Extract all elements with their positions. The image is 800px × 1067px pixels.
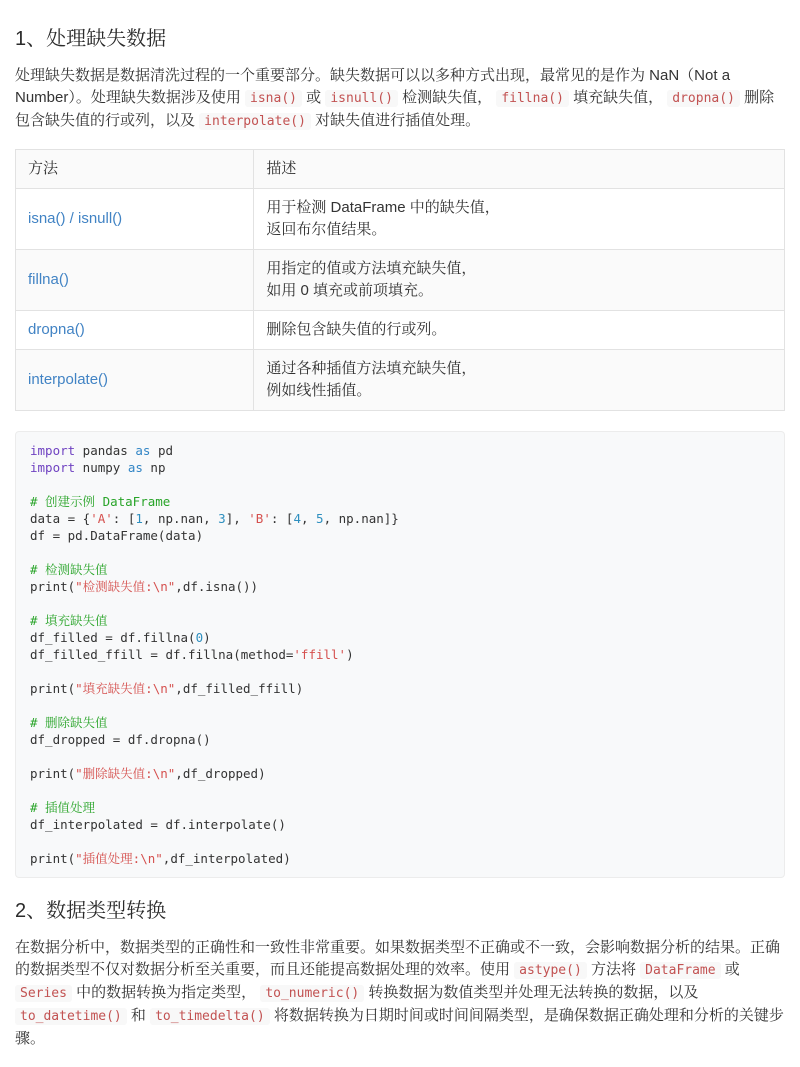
method-link[interactable]: dropna(): [28, 321, 85, 338]
description-cell: 删除包含缺失值的行或列。: [254, 311, 785, 350]
description-cell: 通过各种插值方法填充缺失值， 例如线性插值。: [254, 350, 785, 411]
description-cell: 用指定的值或方法填充缺失值， 如用 0 填充或前项填充。: [254, 250, 785, 311]
code-line: # 插值处理: [30, 800, 96, 815]
inline-code: Series: [15, 985, 72, 1002]
method-link[interactable]: isna() / isnull(): [28, 210, 123, 227]
method-cell: [16, 311, 254, 350]
code-line: [30, 595, 770, 612]
code-line: [30, 833, 770, 850]
section-1-heading: 1、处理缺失数据: [15, 28, 167, 50]
table-row: [16, 311, 785, 350]
inline-code: isnull(): [325, 90, 398, 107]
code-line: [30, 544, 770, 561]
code-line: # 删除缺失值: [30, 715, 108, 730]
python-code-block: [15, 431, 785, 878]
code-line: [30, 663, 770, 680]
description-cell: 用于检测 DataFrame 中的缺失值， 返回布尔值结果。: [254, 189, 785, 250]
inline-code: to_numeric(): [260, 985, 364, 1002]
method-cell: [16, 350, 254, 411]
inline-code: isna(): [245, 90, 302, 107]
method-cell: [16, 250, 254, 311]
inline-code: DataFrame: [640, 962, 720, 979]
code-line: data = {'A': [1, np.nan, 3], 'B': [4, 5, np.nan]}: [30, 511, 399, 526]
table-header-row: [16, 150, 785, 189]
section-2-intro-paragraph: 在数据分析中，数据类型的正确性和一致性非常重要。如果数据类型不正确或不一致，会影响数据分析的结果。正确的数据类型不仅对数据分析至关重要，而且还能提高数据处理的效率。使用 astype() 方法将 DataFrame 或 Series 中的数据转换为指定类型， to_numeric() 转换数据为数值类型并处理无法转换的数据，以及 to_datetime() 和 to_timedelta() 将数据转换为日期时间或时间间隔类型，是确保数据正确处理和分析的关键步骤。: [15, 939, 784, 1047]
code-line: print("删除缺失值:\n",df_dropped): [30, 766, 266, 781]
code-line: [30, 782, 770, 799]
table-header-method: 方法: [16, 150, 254, 189]
method-link[interactable]: interpolate(): [28, 371, 109, 388]
table-row: [16, 189, 785, 250]
code-line: # 创建示例 DataFrame: [30, 494, 171, 509]
code-line: # 填充缺失值: [30, 613, 108, 628]
inline-code: interpolate(): [199, 113, 311, 130]
inline-code: fillna(): [496, 90, 569, 107]
code-line: import numpy as np: [30, 460, 166, 475]
inline-code: to_timedelta(): [150, 1008, 270, 1025]
table-row: [16, 250, 785, 311]
method-cell: [16, 189, 254, 250]
inline-code: astype(): [514, 962, 587, 979]
code-line: df = pd.DataFrame(data): [30, 528, 204, 543]
code-line: import pandas as pd: [30, 443, 174, 458]
table-header-description: 描述: [254, 150, 785, 189]
code-line: df_filled_ffill = df.fillna(method='ffill'): [30, 647, 354, 662]
inline-code: dropna(): [667, 90, 740, 107]
code-line: [30, 476, 770, 493]
section-1-intro-paragraph: 处理缺失数据是数据清洗过程的一个重要部分。缺失数据可以以多种方式出现，最常见的是作为 NaN（Not a Number）。处理缺失数据涉及使用 isna() 或 isnull() 检测缺失值， fillna() 填充缺失值， dropna() 删除包含缺失值的行或列，以及 interpolate() 对缺失值进行插值处理。: [15, 67, 775, 129]
code-line: [30, 748, 770, 765]
code-line: df_filled = df.fillna(0): [30, 630, 211, 645]
table-row: [16, 350, 785, 411]
code-line: df_interpolated = df.interpolate(): [30, 817, 286, 832]
method-link[interactable]: fillna(): [28, 271, 69, 288]
code-line: print("检测缺失值:\n",df.isna()): [30, 579, 259, 594]
code-line: print("填充缺失值:\n",df_filled_ffill): [30, 681, 304, 696]
inline-code: to_datetime(): [15, 1008, 127, 1025]
methods-table: [15, 149, 785, 411]
code-line: # 检测缺失值: [30, 562, 108, 577]
section-2-heading: 2、数据类型转换: [15, 900, 167, 922]
code-line: [30, 697, 770, 714]
code-line: print("插值处理:\n",df_interpolated): [30, 851, 291, 866]
code-line: df_dropped = df.dropna(): [30, 732, 211, 747]
